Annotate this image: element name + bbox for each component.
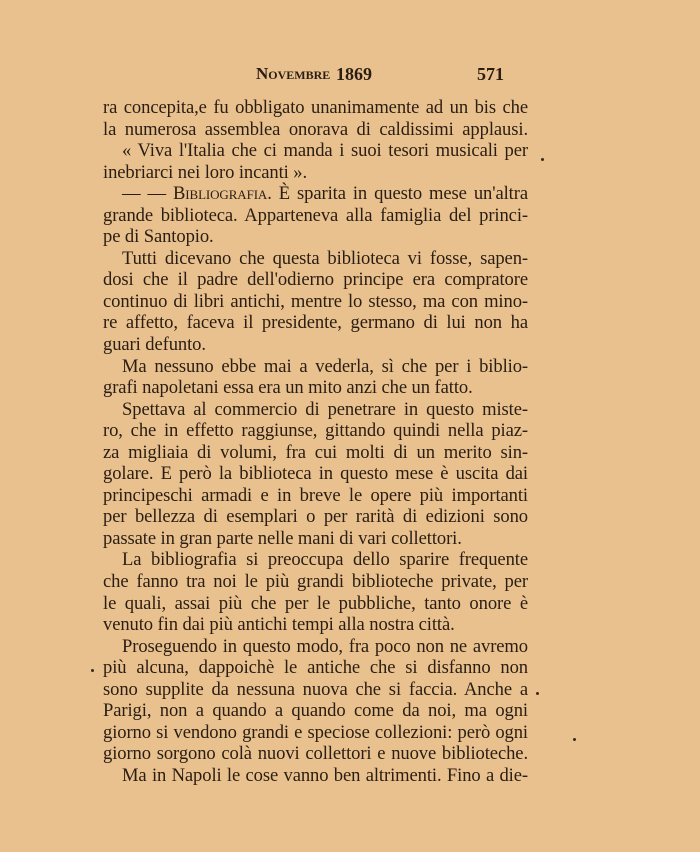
line-text: re affetto, faceva il presidente, germano di lui non ha — [103, 312, 528, 334]
header-month: Novembre — [256, 64, 331, 83]
text-line — [103, 743, 528, 765]
line-text: La bibliografia si preoccupa dello sparire frequente — [122, 549, 528, 571]
line-text: che fanno tra noi le più grandi biblioteche private, per — [103, 571, 528, 593]
header-year: 1869 — [336, 64, 372, 84]
line-text: pe di Santopio. — [103, 226, 214, 248]
text-line — [103, 657, 528, 679]
dash-prefix: — — — [122, 183, 173, 205]
text-line — [103, 226, 528, 248]
line-text: passate in gran parte nelle mani di vari collettori. — [103, 527, 462, 549]
text-line — [103, 119, 528, 141]
line-text: sono supplite da nessuna nuova che si faccia. Anche a — [103, 678, 528, 700]
line-text: la numerosa assemblea onorava di caldissimi applausi. — [103, 118, 528, 140]
text-line — [103, 183, 528, 205]
line-text: giorno sorgono colà nuovi collettori e nuove biblioteche. — [103, 743, 528, 765]
page-number: 571 — [477, 64, 504, 84]
text-line — [103, 312, 528, 334]
line-text: ro, che in effetto raggiunse, gittando quindi nella piaz- — [103, 420, 528, 442]
scan-speck — [536, 692, 539, 695]
line-text: giorno si vendono grandi e speciose collezioni: però ogni — [103, 721, 528, 743]
line-text: « Viva l'Italia che ci manda i suoi tesori musicali per — [122, 140, 528, 162]
text-line — [103, 593, 528, 615]
line-text: per bellezza di esemplari o per rarità di edizioni sono — [103, 506, 528, 528]
text-line — [103, 334, 528, 356]
text-line — [103, 442, 528, 464]
line-text: dosi che il padre dell'odierno principe era compratore — [103, 269, 528, 291]
line-text: principeschi armadi e in breve le opere più importanti — [103, 484, 528, 506]
line-text: Proseguendo in questo modo, fra poco non ne avremo — [122, 635, 528, 657]
line-text: più alcuna, dappoichè le antiche che si disfanno non — [103, 657, 528, 679]
body-text — [103, 97, 528, 787]
line-text: golare. E però la biblioteca in questo mese è uscita dai — [103, 463, 528, 485]
line-text: za migliaia di volumi, fra cui molti di un merito sin- — [103, 441, 528, 463]
text-line — [103, 205, 528, 227]
scan-speck — [541, 158, 544, 161]
line-text: Parigi, non a quando a quando come da noi, ma ogni — [103, 700, 528, 722]
text-line — [103, 485, 528, 507]
text-line — [103, 463, 528, 485]
text-line — [103, 506, 528, 528]
text-line — [103, 97, 528, 119]
text-line — [103, 549, 528, 571]
text-line — [103, 420, 528, 442]
text-line — [103, 377, 528, 399]
text-line — [103, 291, 528, 313]
line-text: ra concepita,e fu obbligato unanimamente ad un bis che — [103, 97, 528, 118]
text-line — [103, 356, 528, 378]
line-text: guari defunto. — [103, 334, 206, 356]
text-line — [103, 700, 528, 722]
text-line — [103, 636, 528, 658]
line-text: inebriarci nei loro incanti ». — [103, 161, 308, 183]
line-text: Ma in Napoli le cose vanno ben altrimenti. Fino a die- — [122, 764, 528, 786]
scan-speck — [91, 669, 94, 672]
scan-speck — [573, 738, 576, 741]
line-text: Tutti dicevano che questa biblioteca vi fosse, sapen- — [122, 247, 528, 269]
text-line — [103, 722, 528, 744]
text-line — [103, 679, 528, 701]
text-line — [103, 162, 528, 184]
text-line — [103, 571, 528, 593]
text-line — [103, 140, 528, 162]
line-text: grafi napoletani essa era un mito anzi che un fatto. — [103, 377, 473, 399]
text-line — [103, 399, 528, 421]
text-line — [103, 269, 528, 291]
line-text: grande biblioteca. Apparteneva alla famiglia del princi- — [103, 204, 528, 226]
line-text: le quali, assai più che per le pubbliche, tanto onore è — [103, 592, 528, 614]
text-line — [103, 765, 528, 787]
line-text: venuto fin dai più antichi tempi alla nostra città. — [103, 614, 455, 636]
text-line — [103, 614, 528, 636]
line-text: continuo di libri antichi, mentre lo stesso, ma con mino- — [103, 290, 528, 312]
section-heading: Bibliografia. — [172, 183, 272, 205]
text-line — [103, 528, 528, 550]
line-text: Ma nessuno ebbe mai a vederla, sì che per i biblio- — [122, 355, 528, 377]
line-text: Spettava al commercio di penetrare in questo miste- — [122, 398, 528, 420]
line-text: È sparita in questo mese un'altra — [271, 183, 528, 205]
text-line — [103, 248, 528, 270]
